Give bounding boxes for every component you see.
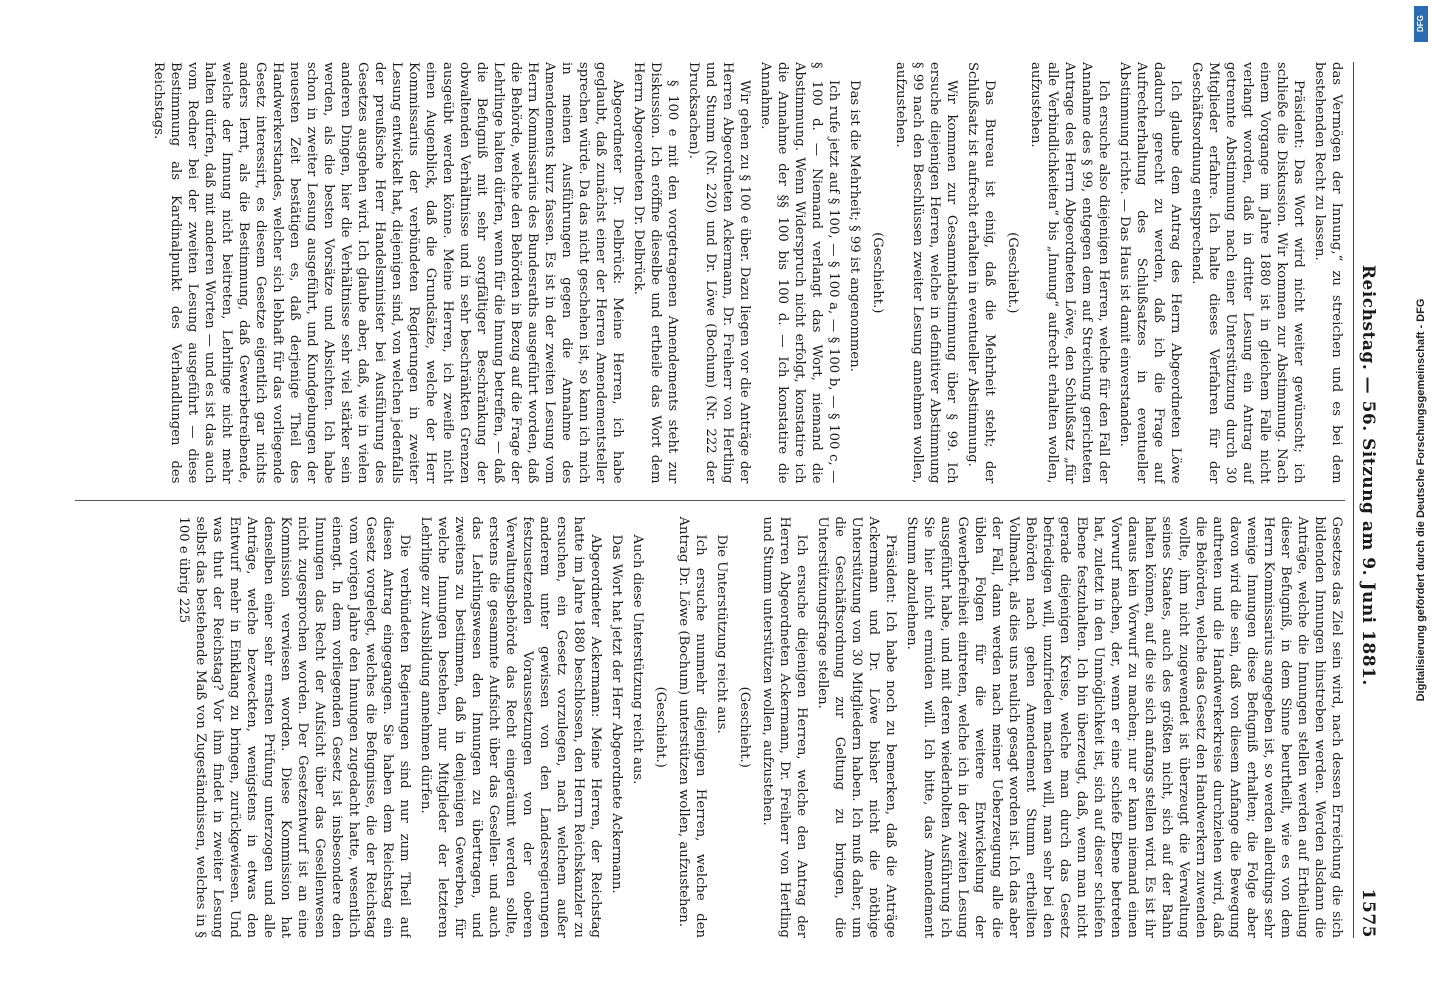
dfg-logo-badge: DFG [1414, 6, 1428, 42]
stage-direction: (Geschieht.) [653, 686, 668, 768]
paragraph: Auch diese Unterstützung reicht aus. [630, 534, 645, 785]
paragraph: Ich ersuche nunmehr diejenigen Herren, welche den Antrag Dr. Löwe (Bochum) unterstützen wollen, aufzustehen. [676, 516, 708, 938]
paragraph: Präsident: Das Wort wird nicht weiter gewünscht; ich schließe die Diskussion. Wir kommen zur Abstimmung. Nach einem Vorgange im Jahre 1880 ist in gleichem Falle nicht verlangt worden, daß in dritter Lesung ein Antrag auf getrennte Abstimmung nach einer Unterstützung durch 30 Mitglieder erfahre. Ich halte dieses Verfahren für der Geschäftsordnung entsprechend. [1189, 62, 1306, 484]
page-number: 1575 [1358, 888, 1378, 938]
credit-text: Digitalisierung gefördert durch die Deutsche Forschungsgemeinschaft - DFG [1415, 298, 1427, 702]
digitization-credit [1412, 0, 1430, 1000]
paragraph: Abgeordneter Ackermann: Meine Herren, der Reichstag hatte im Jahre 1880 beschlossen, den Herrn Reichskanzler zu ersuchen, ein Gesetz vorzulegen, nach welchem außer anderem unter gewissen von den Landesregierungen festzusetzenden Voraussetzungen von der oberen Verwaltungsbehörde das Recht eingeräumt werden sollte, erstens die gesammte Aufsicht über das Gesellen- und auch das Lehrlingswesen den Innungen zu übertragen, und zweitens zu bestimmen, daß in denjenigen Gewerben, für welche Innungen bestehen, nur Mitglieder der letzteren Lehrlinge zur Ausbildung annehmen dürfen. [418, 516, 603, 938]
paragraph: Die Unterstützung reicht aus. [714, 534, 729, 734]
paragraph: Ich ersuche also diejenigen Herren, welche für den Fall der Annahme des § 99, entgegen dem auf Streichung gerichteten Antrage des Herrn Abgeordneten Löwe, den Schlußsatz „für alle Verbindlichkeiten“ bis „Innung“ aufrecht erhalten wollen, aufzustehen. [1028, 62, 1111, 484]
text-columns [75, 62, 1345, 938]
paragraph: Präsident: Ich habe noch zu bemerken, daß die Anträge Ackermann und Dr. Löwe bisher nicht die nöthige Unterstützung von 30 Mitgliedern haben. Ich muß daher, um die Geschäftsordnung zur Geltung zu bringen, die Unterstützungsfrage stellen. [815, 516, 898, 938]
stage-direction: (Geschieht.) [737, 686, 752, 768]
column-right [75, 500, 1345, 939]
page-header [1353, 62, 1378, 938]
paragraph: Die verbündeten Regierungen sind nur zum Theil auf diesen Antrag eingegangen. Sie haben dem Reichstag ein Gesetz vorgelegt, welches die Befugnisse, die der Reichstag vom vorigen Jahre den Innungen zugedacht hatte, wesentlich einengt. In dem vorliegenden Gesetz ist insbesondere den Innungen das Recht der Aufsicht über das Gesellenwesen nicht zugesprochen worden. Der Gesetzentwurf ist an eine Kommission verwiesen worden. Diese Kommission hat denselben einer sehr ernsten Prüfung unterzogen und alle Anträge, welche bezweckten, wenigstens in etwas den Entwurf mehr in Einklang zu bringen, zurückgewiesen. Und was thut der Reichstag? Vor ihm findet in zweiter Lesung selbst das bestehende Maß von Zugeständnissen, welches in § 100 e übrig 225 [176, 516, 412, 938]
paragraph: Ich rufe jetzt auf § 100, — § 100 a, — § 100 b, — § 100 c, — § 100 d. — Niemand verlangt das Wort, niemand die Abstimmung. Wenn Widerspruch nicht erfolgt, konstatire ich die Annahme der §§ 100 bis 100 d. — Ich konstatire die Annahme. [758, 62, 841, 484]
paragraph: Gesetzes das Ziel sein wird, nach dessen Erreichung die sich bildenden Innungen hinstreben werden. Werden alsdann die Anträge, welche die Innungen stellen werden auf Ertheilung dieser Befugniß, in dem Sinne beurtheilt, wie es von dem Herrn Kommissarius angegeben ist, so werden allerdings sehr wenige Innungen diese Befugniß erhalten; die Folge aber davon wird die sein, daß von diesem Anfange die Bewegung auftreten und die Handwerkerkreise durchziehen wird, daß die Behörden, welche das Gesetz den Handwerkern zuwenden wollte, ihm nicht zugewendet ist überzeugt die Verwaltung seines Staates, auch des größten nicht, sich auf der Bahn halten können, auf die sie sich anfangs stellen wird. Es ist ihr daraus kein Vorwurf zu machen; nur er kann niemand einen Vorwurf machen, der, wenn er eine schiefe Ebene betreten hat, zuletzt in den Unmöglichkeit ist, sich auf dieser schiefen Ebene festzuhalten. Ich bin überzeugt, daß, wenn man nicht gerade diejenigen Kreise, welche man durch das Gesetz befriedigen will, unzufrieden machen will, man sehr bei den Behörden nach gehen Amendement Stumm ertheilten Vollmacht, als dies uns neulich gesagt worden ist. Ich das aber der Fall, dann werden nach meiner Ueberzeugung alle die üblen Folgen für die weitere Entwickelung der Gewerbefreiheit eintreten, welche ich in der zweiten Lesung ausgeführt habe, und mit deren wiederholten Ausführung ich Sie hier nicht ermüden will. Ich bitte, das Amendement Stumm abzulehnen. [904, 516, 1344, 938]
newspaper-page [36, 30, 1396, 970]
paragraph: Wir kommen zur Gesammtabstimmung über § 99. Ich ersuche diejenigen Herren, welche in definitiver Abstimmung § 99 nach den Beschlüssen zweiter Lesung annehmen wollen, aufzustehen. [893, 62, 959, 484]
paragraph: Das Bureau ist einig, daß die Mehrheit steht; der Schlußsatz ist aufrecht erhalten in eventueller Abstimmung. [965, 62, 997, 484]
paragraph: das Vermögen der Innung,“ zu streichen und es bei dem bestehenden Recht zu lassen. [1312, 62, 1344, 484]
page-running-title: Reichstag. — 56. Sitzung am 9. Juni 1881. [1358, 264, 1378, 686]
stage-direction: (Geschieht.) [1005, 232, 1020, 314]
paragraph: § 100 e mit den vorgetragenen Amendements steht zur Diskussion. Ich eröffne dieselbe und ertheile das Wort dem Herrn Abgeordneten Dr. Delbrück. [631, 62, 680, 484]
column-left [75, 62, 1345, 484]
paragraph: Ich glaube dem Antrag des Herrn Abgeordneten Löwe dadurch gerecht zu werden, daß ich die Frage auf Aufrechterhaltung des Schlußsatzes in eventueller Abstimmung richte. — Das Haus ist damit einverstanden. [1117, 62, 1183, 484]
paragraph: Das ist die Mehrheit; § 99 ist angenommen. [847, 80, 862, 372]
paragraph: Wir gehen zu § 100 e über. Dazu liegen vor die Anträge der Herren Abgeordneten Ackermann, Dr. Freiherr von Hertling und Stumm (Nr. 220) und Dr. Löwe (Bochum) (Nr. 222 der Drucksachen). [686, 62, 752, 484]
paragraph: Das Wort hat jetzt der Herr Abgeordnete Ackermann. [609, 534, 624, 894]
stage-direction: (Geschieht.) [870, 232, 885, 314]
paragraph: Abgeordneter Dr. Delbrück: Meine Herren, ich habe geglaubt, daß zunächst einer der Herren Amendementsteller sprechen würde. Da das nicht geschehen ist, so kann ich mich in meinen Ausführungen gegen die Annahme des Amendements kurz fassen. Es ist in der zweiten Lesung vom Herrn Kommissarius des Bundesraths ausgeführt worden, daß die Behörde, welche den Behörden in Bezug auf die Frage der Lehrlinge halten dürfen, wenn für die Innung betreffen, — daß die Befugniß mit sehr sorgfältiger Beschränkung der obwaltenden Verhältnisse und in sehr beschränkten Grenzen ausgeübt werden könne. Meine Herren, ich zweifle nicht einen Augenblick, daß die Grundsätze, welche der Herr Kommissarius der verbündeten Regierungen in zweiter Lesung entwickelt hat, diejenigen sind, von welchen jedenfalls der preußische Herr Handelsminister bei Ausführung des Gesetzes ausgehen wird. Ich glaube aber, daß, wie in vielen anderen Dingen, hier die Verhältnisse sehr viel stärker sein werden, als die besten Vorsätze und Absichten. Ich habe schon in zweiter Lesung ausgeführt, und Kundgebungen der neuesten Zeit bestätigen es, daß derjenige Theil des Handwerkerstandes, welcher sich lebhaft für das vorliegende Gesetz interessirt, es diesem Gesetze eigentlich gar nichts anders lernt, als die Bestimmung, daß Gewerbetreibende, welche der Innung nicht beitreten, Lehrlinge nicht mehr halten dürfen, daß mit anderen Worten — und es ist das auch vom Redner bei der zweiten Lesung ausgeführt — diese Bestimmung als Kardinalpunkt des Verhandlungen des Reichstags. [151, 62, 625, 484]
paragraph: Ich ersuche diejenigen Herren, welche den Antrag der Herren Abgeordneten Ackermann, Dr. Freiherr von Hertling und Stumm unterstützen wollen, aufzustehen. [760, 516, 809, 938]
